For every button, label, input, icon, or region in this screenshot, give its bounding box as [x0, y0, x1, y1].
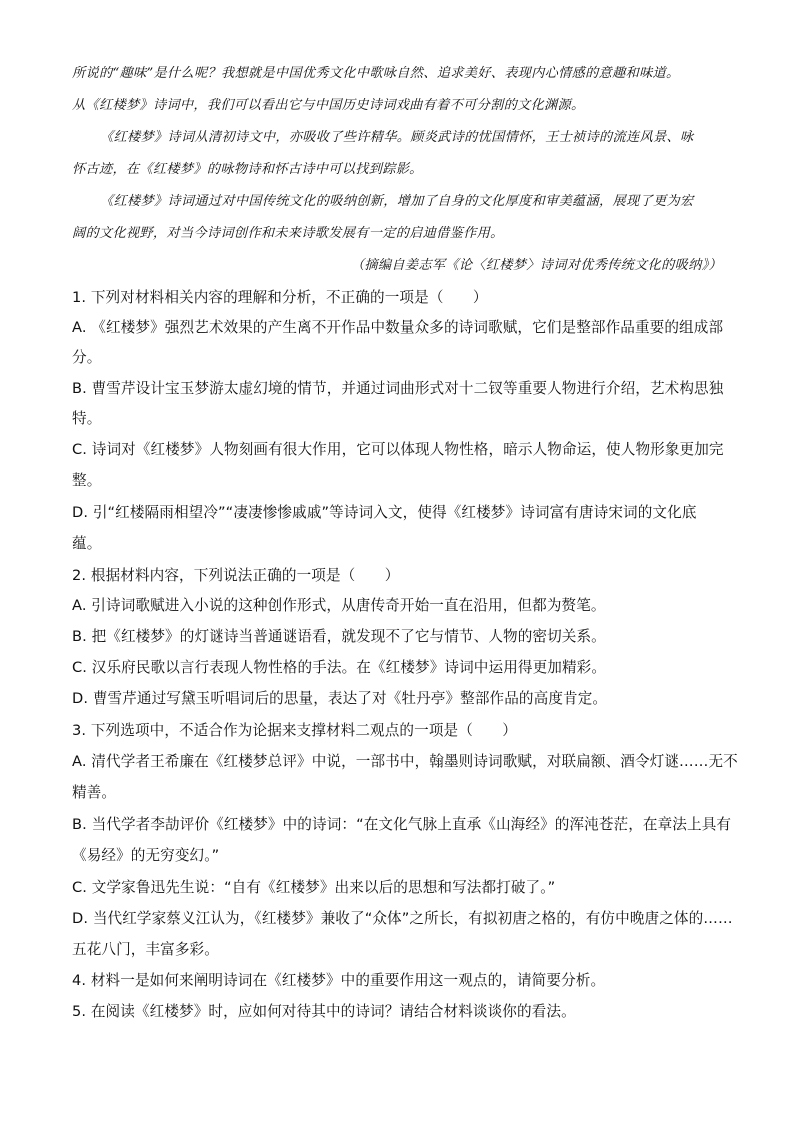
question-1-option-b: B. 曹雪芹设计宝玉梦游太虚幻境的情节，并通过词曲形式对十二钗等重要人物进行介绍，艺术构思独 [72, 380, 724, 397]
question-2-option-d: D. 曹雪芹通过写黛玉听唱词后的思量，表达了对《牡丹亭》整部作品的高度肯定。 [72, 690, 608, 707]
question-1-option-c-cont: 整。 [72, 472, 102, 489]
question-5: 5. 在阅读《红楼梦》时，应如何对待其中的诗词？请结合材料谈谈你的看法。 [72, 1003, 576, 1020]
question-3-option-b: B. 当代学者李劼评价《红楼梦》中的诗词：“在文化气脉上直承《山海经》的浑沌苍茫，在章法上具有 [72, 816, 732, 833]
question-3-option-c: C. 文学家鲁迅先生说：“自有《红楼梦》出来以后的思想和写法都打破了。” [72, 879, 556, 896]
passage-line: 阔的文化视野，对当今诗词创作和未来诗歌发展有一定的启迪借鉴作用。 [72, 226, 504, 241]
passage-line: 怀古迹，在《红楼梦》的咏物诗和怀古诗中可以找到踪影。 [72, 162, 423, 177]
question-4: 4. 材料一是如何来阐明诗词在《红楼梦》中的重要作用这一观点的，请简要分析。 [72, 972, 606, 989]
question-2-option-c: C. 汉乐府民歌以言行表现人物性格的手法。在《红楼梦》诗词中运用得更加精彩。 [72, 659, 607, 676]
question-1-option-a-cont: 分。 [72, 349, 102, 366]
question-1-option-c: C. 诗词对《红楼梦》人物刻画有很大作用，它可以体现人物性格，暗示人物命运，使人物形象更加完 [72, 441, 724, 458]
question-3-option-d-cont: 五花八门，丰富多彩。 [72, 941, 219, 958]
question-2: 2. 根据材料内容，下列说法正确的一项是（ ） [72, 567, 400, 584]
passage-line: 所说的“趣味”是什么呢？我想就是中国优秀文化中歌咏自然、追求美好、表现内心情感的意趣和味道。 [72, 66, 680, 81]
question-1: 1. 下列对材料相关内容的理解和分析，不正确的一项是（ ） [72, 289, 488, 306]
question-1-option-a: A. 《红楼梦》强烈艺术效果的产生离不开作品中数量众多的诗词歌赋，它们是整部作品重要的组成部 [72, 319, 724, 336]
passage-source: （摘编自姜志军《论〈红楼梦〉诗词对优秀传统文化的吸纳》） [350, 258, 722, 273]
passage-line: 从《红楼梦》诗词中，我们可以看出它与中国历史诗词戏曲有着不可分割的文化渊源。 [72, 98, 585, 113]
question-2-option-b: B. 把《红楼梦》的灯谜诗当普通谜语看，就发现不了它与情节、人物的密切关系。 [72, 628, 606, 645]
question-3-option-d: D. 当代红学家蔡义江认为，《红楼梦》兼收了“众体”之所长，有拟初唐之格的，有仿中晚唐之体的…… [72, 910, 733, 927]
question-3-option-a-cont: 精善。 [72, 784, 117, 801]
question-2-option-a: A. 引诗词歌赋进入小说的这种创作形式，从唐传奇开始一直在沿用，但都为赘笔。 [72, 597, 606, 614]
question-3-option-a: A. 清代学者王希廉在《红楼梦总评》中说，一部书中，翰墨则诗词歌赋，对联扁额、酒令灯谜……无不 [72, 753, 738, 770]
passage-line: 《红楼梦》诗词从清初诗文中，亦吸收了些许精华。顾炎武诗的忧国情怀，王士祯诗的流连风景、咏 [100, 130, 694, 145]
question-1-option-b-cont: 特。 [72, 410, 102, 427]
question-3: 3. 下列选项中，不适合作为论据来支撑材料二观点的一项是（ ） [72, 722, 517, 739]
question-1-option-d-cont: 蕴。 [72, 535, 102, 552]
question-3-option-b-cont: 《易经》的无穷变幻。” [72, 847, 220, 864]
question-1-option-d: D. 引“红楼隔雨相望冷”“凄凄惨惨戚戚”等诗词入文，使得《红楼梦》诗词富有唐诗宋词的文化底 [72, 504, 697, 521]
passage-line: 《红楼梦》诗词通过对中国传统文化的吸纳创新，增加了自身的文化厚度和审美蕴涵，展现了更为宏 [100, 194, 694, 209]
